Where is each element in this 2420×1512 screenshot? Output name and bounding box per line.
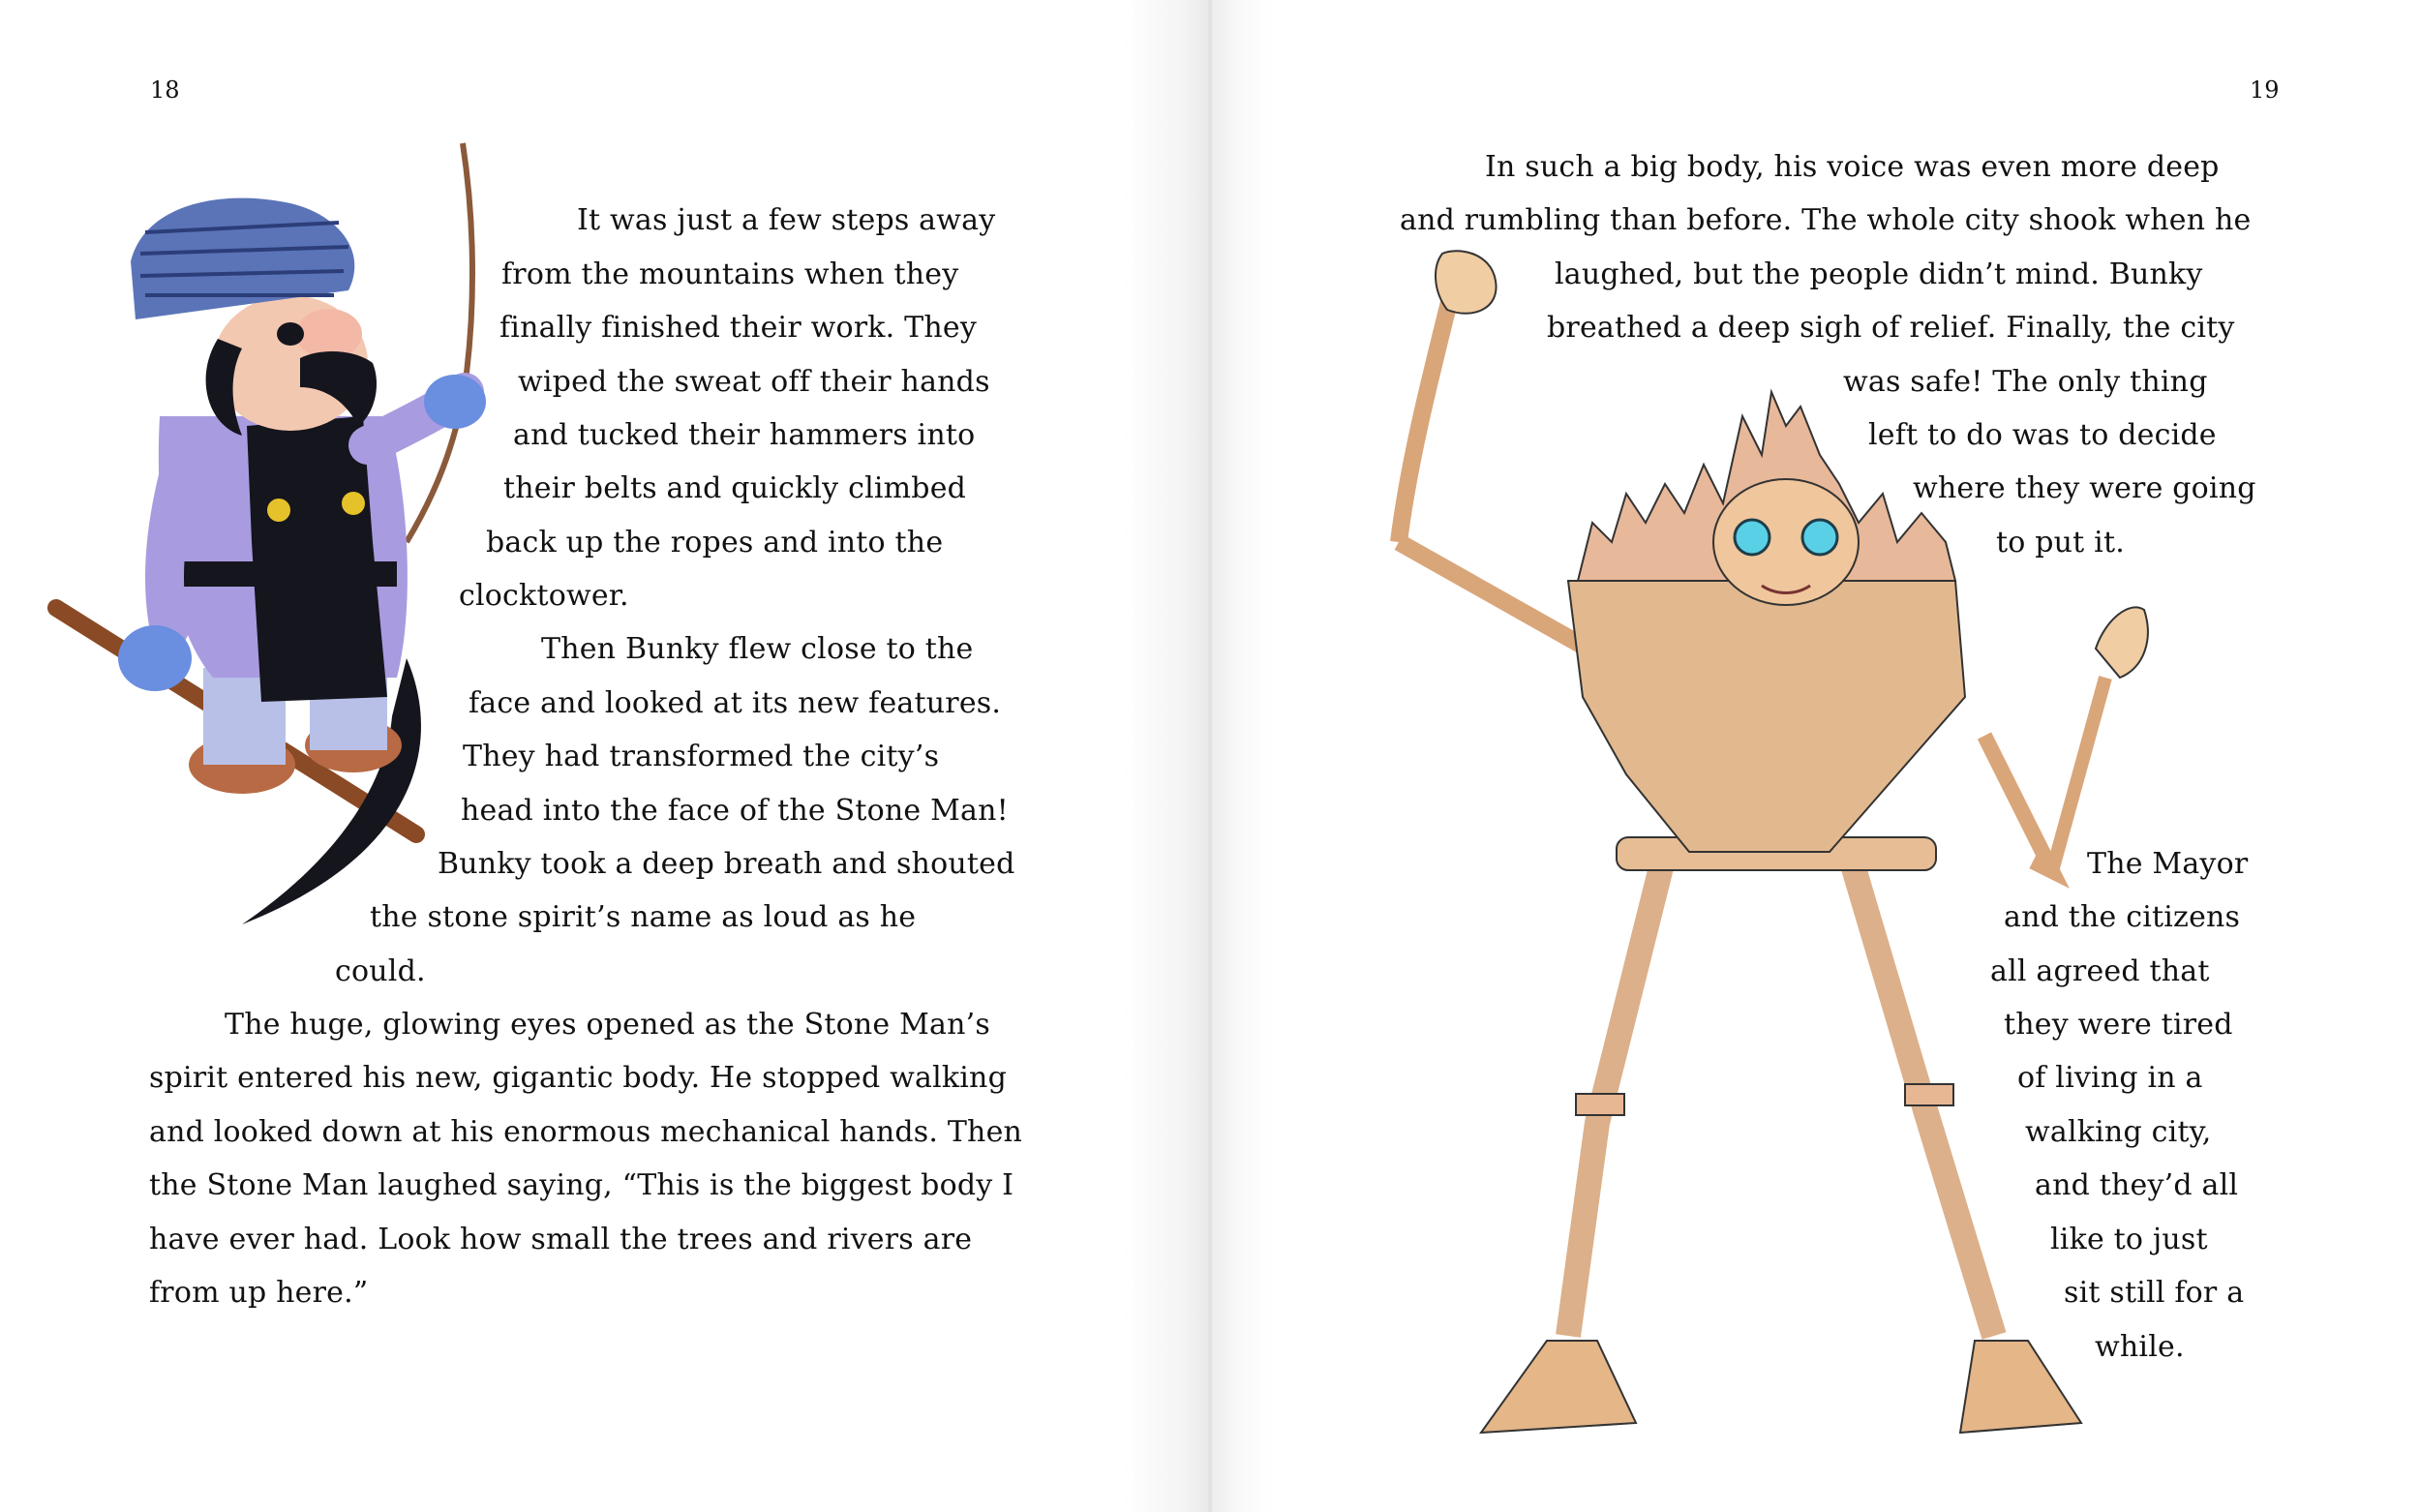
glowing-eye-icon <box>1735 520 1770 555</box>
text-line: breathed a deep sigh of relief. Finally, the city <box>1547 311 2235 345</box>
text-line: to put it. <box>1996 526 2125 559</box>
open-hand-icon <box>2096 607 2148 678</box>
rope-icon <box>407 143 472 542</box>
text-line: finally finished their work. They <box>499 311 977 345</box>
text-line: from up here.” <box>149 1276 369 1310</box>
miner-illustration <box>39 136 503 939</box>
text-line: walking city, <box>2025 1115 2212 1149</box>
right-foot-icon <box>1960 1341 2081 1433</box>
text-line: the stone spirit’s name as loud as he <box>370 900 917 934</box>
text-line: head into the face of the Stone Man! <box>461 794 1009 828</box>
text-line: wiped the sweat off their hands <box>518 365 990 399</box>
text-line: sit still for a <box>2064 1276 2245 1310</box>
text-line: face and looked at its new features. <box>469 686 1002 720</box>
text-line: and rumbling than before. The whole city shook when he <box>1400 203 2252 237</box>
text-line: the Stone Man laughed saying, “This is the biggest body I <box>149 1168 1014 1202</box>
text-line: back up the ropes and into the <box>486 526 944 559</box>
text-line: while. <box>2095 1330 2185 1364</box>
text-line: where they were going <box>1913 471 2256 505</box>
text-line: could. <box>335 954 426 988</box>
text-line: They had transformed the city’s <box>463 740 940 773</box>
text-line: clocktower. <box>459 579 629 613</box>
glove-right-icon <box>424 375 486 429</box>
text-line: In such a big body, his voice was even more deep <box>1485 150 2220 184</box>
text-line: was safe! The only thing <box>1843 365 2208 399</box>
text-line: all agreed that <box>1990 954 2210 988</box>
text-line: left to do was to decide <box>1868 418 2217 452</box>
text-line: The huge, glowing eyes opened as the Stone Man’s <box>225 1008 990 1042</box>
left-page <box>0 0 1208 1512</box>
page-number-left: 18 <box>150 76 180 104</box>
right-page <box>1212 0 2420 1512</box>
text-line: like to just <box>2050 1223 2208 1256</box>
text-line: and looked down at his enormous mechanical hands. Then <box>149 1115 1023 1149</box>
text-line: and they’d all <box>2035 1168 2239 1202</box>
page-number-right: 19 <box>2250 76 2280 104</box>
text-line: and tucked their hammers into <box>513 418 976 452</box>
text-line: their belts and quickly climbed <box>503 471 967 505</box>
text-line: Bunky took a deep breath and shouted <box>438 847 1015 881</box>
text-line: from the mountains when they <box>501 257 959 291</box>
text-line: It was just a few steps away <box>577 203 996 237</box>
text-line: The Mayor <box>2087 847 2249 881</box>
text-line: laughed, but the people didn’t mind. Bunky <box>1555 257 2203 291</box>
left-foot-icon <box>1481 1341 1636 1433</box>
text-line: and the citizens <box>2004 900 2241 934</box>
text-line: have ever had. Look how small the trees and rivers are <box>149 1223 973 1256</box>
raised-fist-icon <box>1436 251 1497 314</box>
text-line: they were tired <box>2004 1008 2233 1042</box>
glowing-eye-icon <box>1802 520 1837 555</box>
glove-left-icon <box>118 625 192 691</box>
text-line: spirit entered his new, gigantic body. He stopped walking <box>149 1061 1007 1095</box>
stone-body-icon <box>1568 581 1965 852</box>
text-line: Then Bunky flew close to the <box>541 632 974 666</box>
text-line: of living in a <box>2017 1061 2203 1095</box>
